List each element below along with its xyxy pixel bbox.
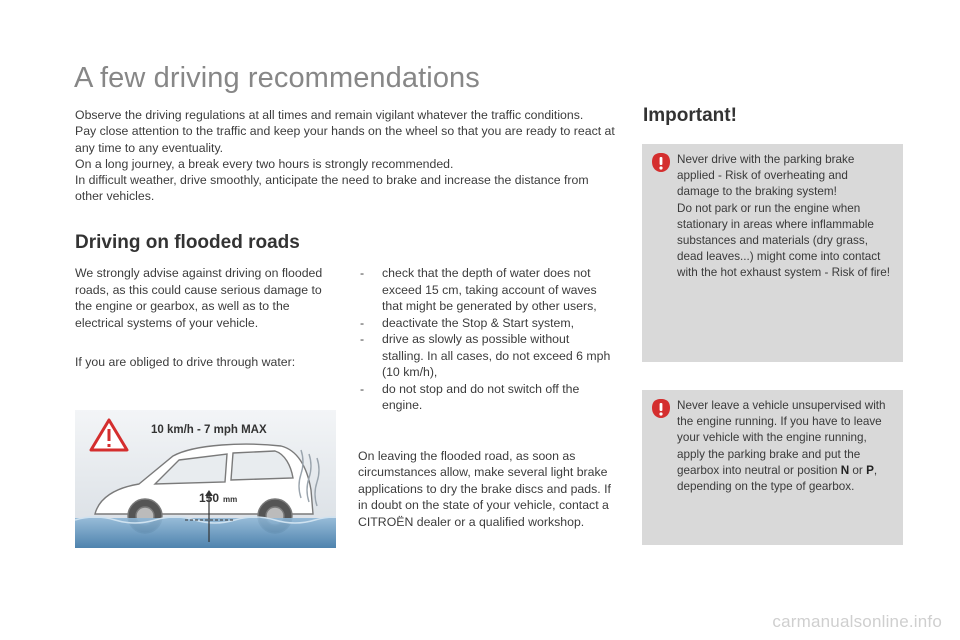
warning-box-unsupervised — [642, 390, 903, 545]
important-heading: Important! — [643, 105, 737, 126]
warning-box-text: Never drive with the parking brake applied - Risk of overheating and damage to the braking system! Do not park or run the engine when stationary in areas where inflammable substances and materials (dry grass, dead leaves...) might come into contact with the hot exhaust system - Risk of fire! — [677, 153, 891, 280]
obliged-paragraph: If you are obliged to drive through water: — [75, 355, 296, 369]
flooded-left-column — [75, 265, 330, 371]
warning-box-text: Never leave a vehicle unsupervised with the engine running. If you have to leave your vehicle with the engine running, apply the parking brake and put the gearbox into neutral or position N or P, depending on the type of gearbox. — [677, 399, 886, 494]
intro-text — [75, 107, 615, 205]
warning-exclamation-icon — [650, 152, 672, 174]
intro-line: On a long journey, a break every two hours is strongly recommended. — [75, 156, 454, 171]
flooded-road-illustration — [75, 410, 336, 548]
footer-watermark: carmanualsonline.info — [772, 612, 942, 631]
after-flood-paragraph: On leaving the flooded road, as soon as circumstances allow, make several light brake applications to dry the brake discs and pads. If in doubt on the state of your vehicle, contact a CITROËN dealer or a qualified workshop. — [358, 448, 611, 529]
water-checklist — [358, 265, 613, 414]
intro-line: Pay close attention to the traffic and keep your hands on the wheel so that you are ready to react at any time to any eventuality. — [75, 124, 615, 155]
list-item: - check that the depth of water does not exceed 15 cm, taking account of waves that might be generated by other users, — [360, 266, 597, 313]
warning-exclamation-icon — [650, 398, 672, 420]
page-title: A few driving recommendations — [74, 62, 480, 94]
list-item: - deactivate the Stop & Start system, — [360, 315, 575, 330]
list-item: - drive as slowly as possible without stalling. In all cases, do not exceed 6 mph (10 km/h), — [360, 332, 611, 379]
speed-limit-label: 10 km/h - 7 mph MAX — [151, 424, 267, 436]
intro-line: In difficult weather, drive smoothly, anticipate the need to brake and increase the distance from other vehicles. — [75, 173, 589, 204]
flooded-roads-heading: Driving on flooded roads — [75, 232, 300, 253]
flooded-advice-paragraph: We strongly advise against driving on flooded roads, as this could cause serious damage to the engine or gearbox, as well as to the electrical systems of your vehicle. — [75, 266, 323, 330]
depth-unit: mm — [223, 495, 238, 504]
list-item: - do not stop and do not switch off the engine. — [360, 381, 580, 412]
depth-value: 150 — [199, 491, 220, 505]
warning-box-parking-brake — [642, 144, 903, 362]
intro-line: Observe the driving regulations at all times and remain vigilant whatever the traffic conditions. — [75, 108, 584, 122]
flooded-right-column — [358, 265, 613, 530]
